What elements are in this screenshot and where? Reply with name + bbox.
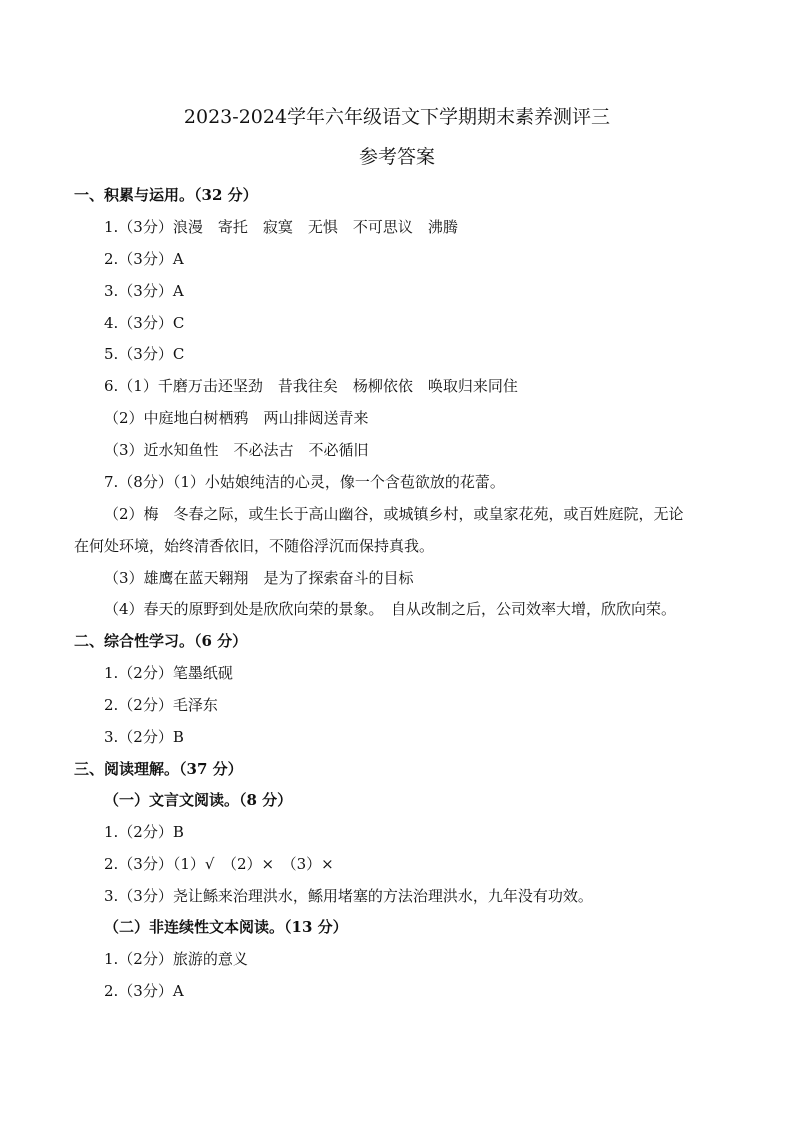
answer-line: 2.（3分）A [104,250,184,268]
answer-line: 1.（2分）笔墨纸砚 [104,664,233,682]
answer-line: 7.（8分）（1）小姑娘纯洁的心灵，像一个含苞欲放的花蕾。 [104,473,505,491]
answer-line: 5.（3分）C [104,345,185,363]
section-heading-2: 二、综合性学习。（6 分） [74,632,248,650]
page-title: 2023-2024学年六年级语文下学期期末素养测评三 [183,106,611,128]
answer-line: 2.（3分）（1）√ （2）× （3）× [104,855,334,873]
answer-line: （3）雄鹰在蓝天翱翔 是为了探索奋斗的目标 [104,569,414,587]
answer-line: 4.（3分）C [104,314,185,332]
answer-line: 3.（3分）A [104,282,184,300]
answer-line: 2.（3分）A [104,982,184,1000]
answer-line: 2.（2分）毛泽东 [104,696,218,714]
answer-line: （4）春天的原野到处是欣欣向荣的景象。 自从改制之后，公司效率大增，欣欣向荣。 [104,600,677,618]
answer-line: 1.（2分）旅游的意义 [104,950,248,968]
answer-line: 3.（3分）尧让鲧来治理洪水，鲧用堵塞的方法治理洪水，九年没有功效。 [104,887,593,905]
answer-line: （2）中庭地白树栖鸦 两山排闼送青来 [104,409,369,427]
answer-line: 6.（1）千磨万击还坚劲 昔我往矣 杨柳依依 唤取归来同住 [104,377,518,395]
answer-line: （2）梅 冬春之际，或生长于高山幽谷，或城镇乡村，或皇家花苑，或百姓庭院，无论 [104,505,684,523]
subsection-heading-classical: （一）文言文阅读。（8 分） [104,791,293,809]
answer-line: （3）近水知鱼性 不必法古 不必循旧 [104,441,369,459]
answer-line-continued: 在何处环境，始终清香依旧，不随俗浮沉而保持真我。 [74,537,435,555]
answer-line: 3.（2分）B [104,728,184,746]
page-subtitle: 参考答案 [358,146,435,168]
answer-line: 1.（3分）浪漫 寄托 寂寞 无惧 不可思议 沸腾 [104,218,458,236]
subsection-heading-nonlinear: （二）非连续性文本阅读。（13 分） [104,918,348,936]
answer-line: 1.（2分）B [104,823,184,841]
section-heading-3: 三、阅读理解。（37 分） [74,760,243,778]
section-heading-1: 一、积累与运用。（32 分） [74,186,258,204]
